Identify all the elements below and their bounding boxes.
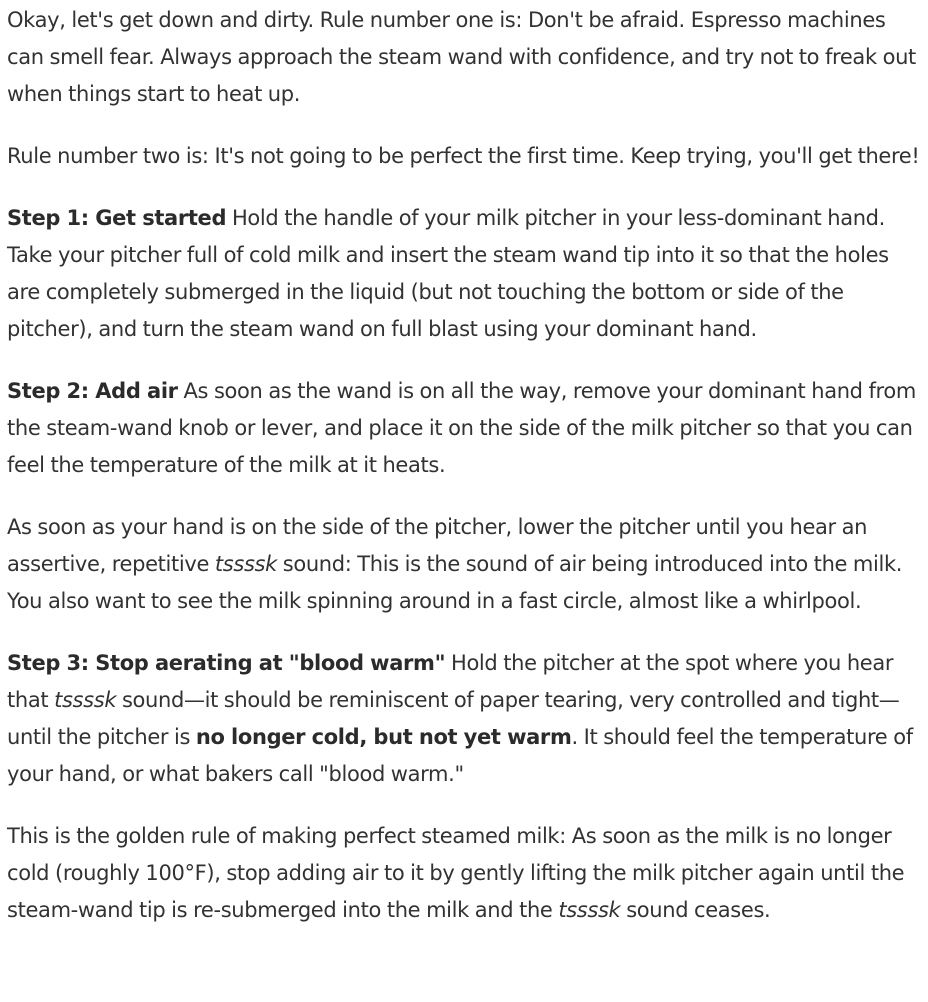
paragraph-text: sound: This is the sound of air being introduced into the milk. You also want to see the milk spinning around in a fast circle, almost like a whirlpool.: [7, 552, 903, 613]
paragraph-text: sound ceases.: [620, 898, 771, 922]
step-3-emphasis: no longer cold, but not yet warm: [195, 725, 572, 749]
step-1-text: Hold the handle of your milk pitcher in your less-dominant hand. Take your pitcher full of cold milk and insert the steam wand tip into it so that the holes are completely submerged in the liquid (but not touching the bottom or side of the pitcher), and turn the steam wand on full blast using your dominant hand.: [7, 206, 889, 341]
paragraph-text: Okay, let's get down and dirty. Rule number one is: Don't be afraid. Espresso machines can smell fear. Always approach the steam wand with confidence, and try not to freak out when things start to heat up.: [7, 8, 916, 106]
paragraph-text: As soon as your hand is on the side of the pitcher, lower the pitcher until you hear an assertive, repetitive: [7, 515, 868, 576]
step-3-text: . It should feel the temperature of your hand, or what bakers call "blood warm.": [7, 725, 913, 786]
step-2-heading: Step 2: Add air: [7, 379, 178, 403]
paragraph-text: This is the golden rule of making perfect steamed milk: As soon as the milk is no longer cold (roughly 100°F), stop adding air to it by gently lifting the milk pitcher again until the steam-wand tip is re-submerged into the milk and the: [7, 824, 905, 922]
sound-word: tssssk: [214, 552, 277, 576]
sound-word: tssssk: [54, 688, 117, 712]
step-2-paragraph: [7, 373, 920, 484]
intro-paragraph-rule-one: [7, 2, 920, 113]
step-2-text: As soon as the wand is on all the way, remove your dominant hand from the steam-wand knob or lever, and place it on the side of the milk pitcher so that you can feel the temperature of the milk at it heats.: [7, 379, 916, 477]
step-3-text: Hold the pitcher at the spot where you hear that: [7, 651, 894, 712]
aeration-sound-paragraph: [7, 509, 920, 620]
step-3-paragraph: [7, 645, 920, 793]
sound-word: tssssk: [558, 898, 621, 922]
step-1-heading: Step 1: Get started: [7, 206, 227, 230]
intro-paragraph-rule-two: [7, 138, 920, 175]
golden-rule-paragraph: [7, 818, 920, 929]
step-3-text: sound—it should be reminiscent of paper tearing, very controlled and tight—until the pitcher is: [7, 688, 900, 749]
step-3-heading: Step 3: Stop aerating at "blood warm": [7, 651, 446, 675]
paragraph-text: Rule number two is: It's not going to be perfect the first time. Keep trying, you'll get there!: [7, 144, 920, 168]
step-1-paragraph: [7, 200, 920, 348]
